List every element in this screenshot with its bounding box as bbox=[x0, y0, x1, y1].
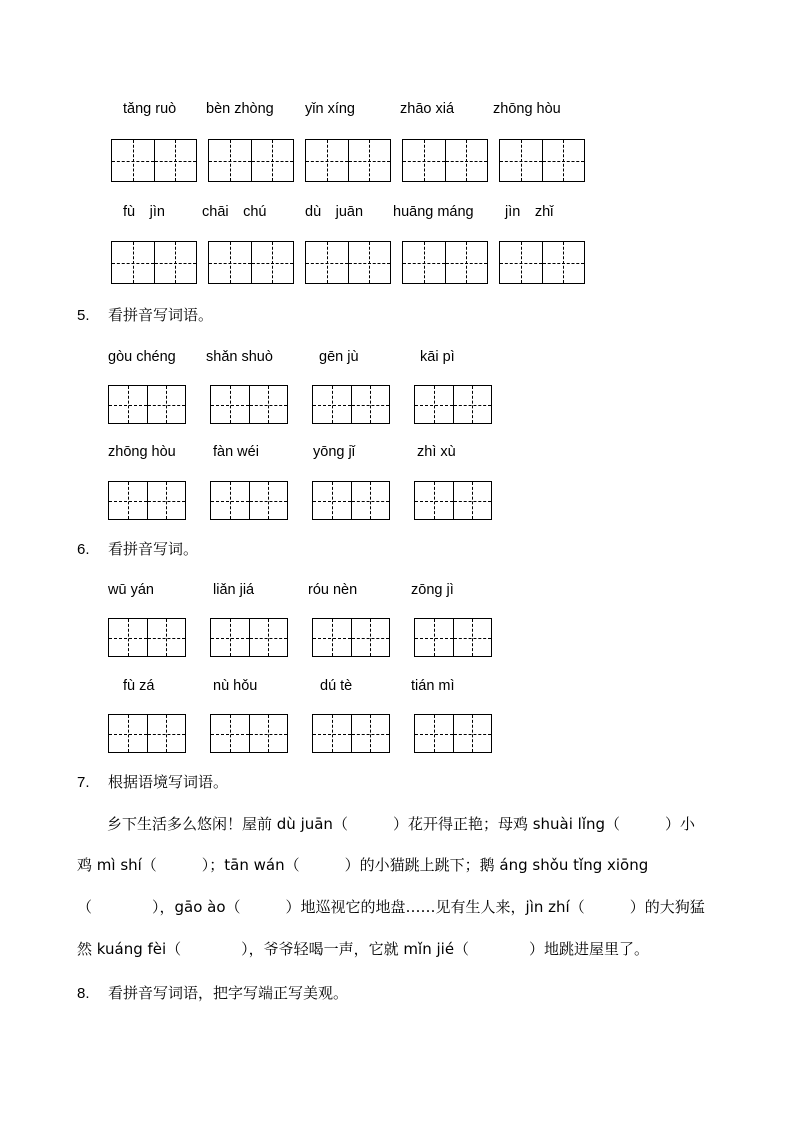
writing-grid[interactable] bbox=[210, 618, 288, 657]
writing-grid[interactable] bbox=[208, 241, 294, 284]
writing-grid[interactable] bbox=[402, 241, 488, 284]
writing-grid[interactable] bbox=[210, 385, 288, 424]
writing-grid[interactable] bbox=[312, 618, 390, 657]
writing-grid[interactable] bbox=[414, 385, 492, 424]
writing-grid[interactable] bbox=[208, 139, 294, 182]
question-instruction: 看拼音写词语。 bbox=[108, 306, 214, 324]
pinyin-label: shǎn shuò bbox=[206, 349, 273, 365]
question-number: 8. bbox=[77, 985, 90, 1002]
question-number: 6. bbox=[77, 541, 90, 558]
passage-line: 鸡 mì shí（ ）；tān wán（ ）的小猫跳上跳下；鹅 áng shǒu tǐng xiōng bbox=[77, 856, 649, 874]
question-5-heading bbox=[77, 305, 214, 326]
pinyin-label: bèn zhòng bbox=[206, 101, 274, 117]
writing-grid[interactable] bbox=[108, 618, 186, 657]
pinyin-label: zhāo xiá bbox=[400, 101, 455, 117]
question-instruction: 看拼音写词语，把字写端正写美观。 bbox=[108, 984, 349, 1002]
question-number: 5. bbox=[77, 307, 90, 324]
pinyin-label: dú tè bbox=[320, 678, 353, 694]
question-6-heading bbox=[77, 539, 199, 560]
pinyin-label: dù juān bbox=[305, 204, 364, 220]
writing-grid[interactable] bbox=[414, 481, 492, 520]
pinyin-label: fàn wéi bbox=[213, 444, 259, 460]
pinyin-label: tián mì bbox=[411, 678, 455, 694]
pinyin-label: kāi pì bbox=[420, 349, 455, 365]
writing-grid[interactable] bbox=[499, 139, 585, 182]
question-7-heading bbox=[77, 772, 229, 793]
writing-grid[interactable] bbox=[305, 241, 391, 284]
writing-grid[interactable] bbox=[499, 241, 585, 284]
writing-grid[interactable] bbox=[210, 714, 288, 753]
passage-line: 乡下生活多么悠闲！屋前 dù juān（ ）花开得正艳；母鸡 shuài lǐng（ ）小 bbox=[77, 815, 696, 833]
writing-grid[interactable] bbox=[414, 714, 492, 753]
writing-grid[interactable] bbox=[312, 714, 390, 753]
pinyin-label: gēn jù bbox=[319, 349, 359, 365]
writing-grid[interactable] bbox=[305, 139, 391, 182]
pinyin-label: jìn zhǐ bbox=[505, 204, 554, 220]
pinyin-label: róu nèn bbox=[308, 582, 358, 598]
writing-grid[interactable] bbox=[210, 481, 288, 520]
question-instruction: 根据语境写词语。 bbox=[108, 773, 229, 791]
writing-grid[interactable] bbox=[111, 241, 197, 284]
pinyin-label: zhì xù bbox=[417, 444, 456, 460]
pinyin-label: zhōng hòu bbox=[108, 444, 176, 460]
pinyin-label: wū yán bbox=[108, 582, 154, 598]
pinyin-label: zōng jì bbox=[411, 582, 454, 598]
pinyin-label: fù zá bbox=[123, 678, 155, 694]
pinyin-label: tǎng ruò bbox=[123, 101, 177, 117]
pinyin-label: zhōng hòu bbox=[493, 101, 561, 117]
writing-grid[interactable] bbox=[108, 481, 186, 520]
question-number: 7. bbox=[77, 774, 90, 791]
writing-grid[interactable] bbox=[402, 139, 488, 182]
writing-grid[interactable] bbox=[111, 139, 197, 182]
writing-grid[interactable] bbox=[312, 385, 390, 424]
writing-grid[interactable] bbox=[312, 481, 390, 520]
writing-grid[interactable] bbox=[414, 618, 492, 657]
passage-line: 然 kuáng fèi（ ），爷爷轻喝一声，它就 mǐn jié（ ）地跳进屋里了。 bbox=[77, 940, 650, 958]
pinyin-label: gòu chéng bbox=[108, 349, 176, 365]
pinyin-label: fù jìn bbox=[123, 204, 165, 220]
passage-line: （ ），gāo ào（ ）地巡视它的地盘……见有生人来，jìn zhí（ ）的大狗猛 bbox=[77, 898, 705, 916]
writing-grid[interactable] bbox=[108, 714, 186, 753]
question-instruction: 看拼音写词。 bbox=[108, 540, 199, 558]
pinyin-label: yōng jǐ bbox=[313, 444, 355, 460]
pinyin-label: yǐn xíng bbox=[305, 101, 355, 117]
writing-grid[interactable] bbox=[108, 385, 186, 424]
pinyin-label: liǎn jiá bbox=[213, 582, 255, 598]
pinyin-label: huāng máng bbox=[393, 204, 474, 220]
pinyin-label: chāi chú bbox=[202, 204, 267, 220]
pinyin-label: nù hǒu bbox=[213, 678, 258, 694]
question-8-heading bbox=[77, 983, 349, 1004]
